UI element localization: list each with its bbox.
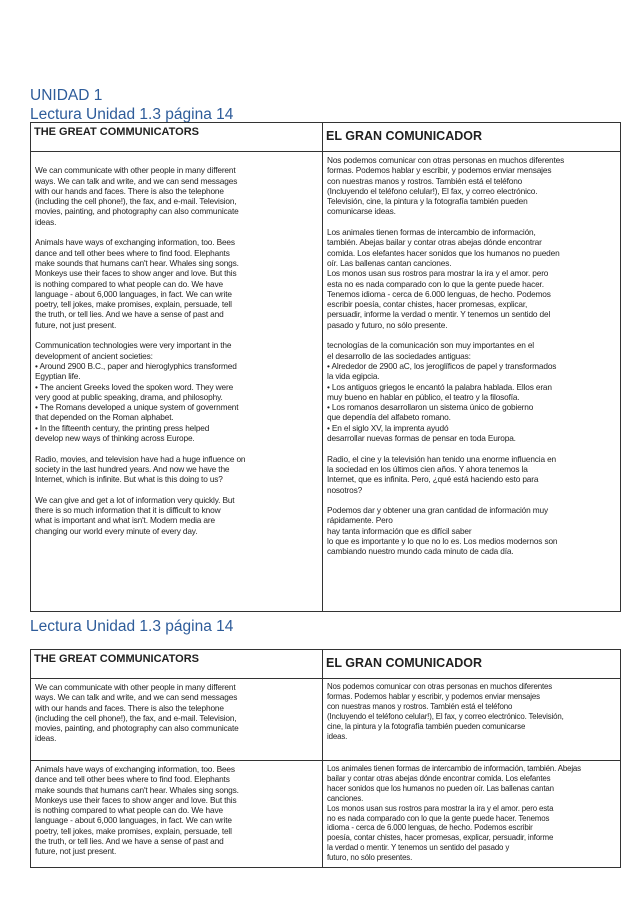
- text-line: future, not just present.: [35, 319, 117, 330]
- spacer: [35, 443, 318, 453]
- text-line: no es nada comparado con lo que la gente puede hacer. Tenemos: [327, 813, 550, 823]
- text-line: persuadir, informe la verdad o mentir. Y tenemos un sentido del: [327, 309, 551, 320]
- text-line: cine, la pintura y la fotografía también pueden comunicarse: [327, 721, 526, 731]
- paragraph: [35, 454, 318, 485]
- text-line: • Los antiguos griegos le encantó la palabra hablada. Ellos eran: [327, 381, 552, 392]
- text-line: cambiando nuestro mundo cada minuto de cada día.: [327, 546, 514, 557]
- paragraph: [35, 237, 318, 330]
- text-line: ways. We can talk and write, and we can send messages: [35, 175, 238, 186]
- text-line: pasado y futuro, no sólo presente.: [327, 319, 448, 330]
- text-line: poesía, contar chistes, hacer promesas, explicar, persuadir, informe: [327, 833, 554, 843]
- english-paragraphs: [35, 155, 318, 536]
- text-line: with our hands and faces. There is also the telephone: [35, 702, 224, 713]
- text-line: ideas.: [35, 733, 57, 744]
- paragraph: [35, 340, 318, 443]
- text-line: hacer sonidos que los humanos no pueden oír. Las ballenas cantan: [327, 783, 554, 793]
- text-line: • The Romans developed a unique system of government: [35, 402, 239, 413]
- text-line: the truth, or tell lies. And we have a sense of past and: [35, 836, 224, 847]
- text-line: (including the cell phone!), the fax, and e-mail. Television,: [35, 712, 237, 723]
- text-line: Monkeys use their faces to show anger and love. But this: [35, 268, 237, 279]
- text-line: la sociedad en los últimos cien años. Y ahora tenemos la: [327, 463, 528, 474]
- text-line: Tenemos idioma - cerca de 6.000 lenguas, de hecho. Podemos: [327, 288, 551, 299]
- text-line: • In the fifteenth century, the printing press helped: [35, 422, 210, 433]
- text-line: (Incluyendo el teléfono celular!), El fax, y correo electrónico.: [327, 185, 538, 196]
- text-line: Monkeys use their faces to show anger and love. But this: [35, 794, 237, 805]
- spacer: [327, 495, 616, 505]
- spacer: [35, 227, 318, 237]
- paragraph: [35, 495, 318, 536]
- text-line: language - about 6,000 languages, in fact. We can write: [35, 288, 232, 299]
- text-line: (Incluyendo el teléfono celular!), El fax, y correo electrónico. Televisión,: [327, 711, 564, 721]
- text-line: We can communicate with other people in many different: [35, 165, 236, 176]
- text-line: Televisión, cine, la pintura y la fotografía también pueden: [327, 196, 528, 207]
- text-line: ideas.: [35, 216, 57, 227]
- text-line: changing our world every minute of every day.: [35, 525, 198, 536]
- spanish-text-cell: [323, 152, 621, 612]
- text-line: lo que es importante y lo que no lo es. Los medios modernos son: [327, 535, 558, 546]
- text-line: formas. Podemos hablar y escribir, y podemos enviar mensajes: [327, 165, 552, 176]
- text-line: Radio, el cine y la televisión han tenido una enorme influencia en: [327, 453, 557, 464]
- text-line: Los monos usan sus rostros para mostrar la ira y el amor. pero: [327, 268, 549, 279]
- english-paragraph: [35, 764, 318, 857]
- column-header-spanish: EL GRAN COMUNICADOR: [323, 123, 621, 152]
- text-line: that depended on the Roman alphabet.: [35, 412, 174, 423]
- text-line: tecnologías de la comunicación son muy importantes en el: [327, 340, 534, 351]
- text-line: the truth, or tell lies. And we have a sense of past and: [35, 309, 224, 320]
- text-line: make sounds that humans can't hear. Whales sing songs.: [35, 257, 239, 268]
- text-line: canciones.: [327, 793, 364, 803]
- text-line: la verdad o mentir. Y tenemos un sentido del pasado y: [327, 843, 510, 853]
- text-line: is nothing compared to what people can do. We have: [35, 805, 223, 816]
- column-header-english: THE GREAT COMMUNICATORS: [31, 123, 323, 152]
- text-line: desarrollar nuevas formas de pensar en toda Europa.: [327, 433, 516, 444]
- text-line: dance and tell other bees where to find food. Elephants: [35, 774, 230, 785]
- text-line: rápidamente. Pero: [327, 515, 393, 526]
- text-line: la vida egipcia.: [327, 371, 380, 382]
- spanish-paragraph: [327, 764, 616, 863]
- spacer: [327, 217, 616, 227]
- unit-title: UNIDAD 1: [30, 87, 103, 104]
- text-line: con nuestras manos y rostros. También está el teléfono: [327, 175, 523, 186]
- text-line: is nothing compared to what people can do. We have: [35, 278, 223, 289]
- text-line: escribir poesía, contar chistes, hacer promesas, explicar,: [327, 299, 528, 310]
- text-line: bailar y contar otras abejas dónde encontrar comida. Los elefantes: [327, 773, 551, 783]
- text-line: Los animales tienen formas de intercambio de información, también. Abejas: [327, 764, 581, 773]
- text-line: nosotros?: [327, 484, 363, 495]
- text-line: Communication technologies were very important in the: [35, 340, 232, 351]
- text-line: what is important and what isn't. Modern media are: [35, 515, 215, 526]
- text-line: • Los romanos desarrollaron un sistema único de gobierno: [327, 402, 534, 413]
- text-line: también. Abejas bailar y contar otras abejas dónde encontrar: [327, 237, 542, 248]
- text-line: futuro, no sólo presentes.: [327, 853, 413, 863]
- text-line: ideas.: [327, 731, 348, 741]
- text-line: ways. We can talk and write, and we can send messages: [35, 692, 238, 703]
- text-line: hay tanta información que es difícil saber: [327, 525, 472, 536]
- text-line: dance and tell other bees where to find food. Elephants: [35, 247, 230, 258]
- text-line: • En el siglo XV, la imprenta ayudó: [327, 422, 449, 433]
- text-line: poetry, tell jokes, make promises, explain, persuade, tell: [35, 299, 232, 310]
- paragraph: [327, 155, 616, 217]
- text-line: make sounds that humans can't hear. Whales sing songs.: [35, 784, 239, 795]
- text-line: develop new ways of thinking across Europe.: [35, 433, 195, 444]
- text-line: idioma - cerca de 6.000 lenguas, de hecho. Podemos escribir: [327, 823, 533, 833]
- text-line: poetry, tell jokes, make promises, explain, persuade, tell: [35, 825, 232, 836]
- translation-table-2: [30, 649, 621, 868]
- spanish-text-cell: [323, 679, 621, 761]
- paragraph: [327, 340, 616, 443]
- paragraph: [327, 454, 616, 495]
- spacer: [327, 443, 616, 453]
- text-line: el desarrollo de las sociedades antiguas:: [327, 350, 471, 361]
- text-line: Egyptian life.: [35, 371, 81, 382]
- spacer: [327, 330, 616, 340]
- section-title: Lectura Unidad 1.3 página 14: [30, 618, 234, 635]
- spacer: [35, 485, 318, 495]
- table-row: [31, 761, 621, 868]
- text-line: Animals have ways of exchanging information, too. Bees: [35, 764, 235, 774]
- paragraph: [327, 227, 616, 330]
- english-text-cell: [31, 679, 323, 761]
- text-line: Los animales tienen formas de intercambio de información,: [327, 227, 536, 238]
- text-line: comunicarse ideas.: [327, 206, 396, 217]
- text-line: there is so much information that it is difficult to know: [35, 505, 221, 516]
- paragraph: [35, 165, 318, 227]
- text-line: muy bueno en hablar en público, el teatro y la filosofía.: [327, 391, 520, 402]
- table-row: [31, 679, 621, 761]
- spanish-text-cell: [323, 761, 621, 868]
- text-line: que dependía del alfabeto romano.: [327, 412, 451, 423]
- text-line: society in the last hundred years. And now we have the: [35, 463, 230, 474]
- translation-table-1: [30, 122, 621, 612]
- english-paragraph: [35, 682, 318, 744]
- text-line: oír. Las ballenas cantan canciones.: [327, 257, 452, 268]
- text-line: comida. Los elefantes hacer sonidos que los humanos no pueden: [327, 247, 560, 258]
- text-line: formas. Podemos hablar y escribir, y podemos enviar mensajes: [327, 691, 540, 701]
- text-line: with our hands and faces. There is also the telephone: [35, 185, 224, 196]
- text-line: development of ancient societies:: [35, 350, 153, 361]
- english-text-cell: [31, 152, 323, 612]
- paragraph: [327, 505, 616, 556]
- text-line: con nuestras manos y rostros. También está el teléfono: [327, 701, 513, 711]
- spacer: [35, 155, 318, 165]
- text-line: Radio, movies, and television have had a huge influence on: [35, 453, 246, 464]
- table-header-row: [31, 123, 621, 152]
- column-header-spanish: EL GRAN COMUNICADOR: [323, 650, 621, 679]
- spacer: [35, 330, 318, 340]
- text-line: (including the cell phone!), the fax, and e-mail. Television,: [35, 196, 237, 207]
- text-line: • Alrededor de 2900 aC, los jeroglíficos de papel y transformados: [327, 360, 557, 371]
- text-line: Internet, que es infinita. Pero, ¿qué está haciendo esto para: [327, 474, 539, 485]
- text-line: very good at public speaking, drama, and philosophy.: [35, 391, 223, 402]
- text-line: • Around 2900 B.C., paper and hieroglyphics transformed: [35, 360, 237, 371]
- text-line: We can give and get a lot of information very quickly. But: [35, 494, 235, 505]
- text-line: Animals have ways of exchanging information, too. Bees: [35, 237, 235, 248]
- spanish-paragraph: [327, 682, 616, 741]
- text-line: Los monos usan sus rostros para mostrar la ira y el amor. pero esta: [327, 803, 554, 813]
- table-row: [31, 152, 621, 612]
- text-line: We can communicate with other people in many different: [35, 682, 236, 692]
- reading-title: Lectura Unidad 1.3 página 14: [30, 106, 234, 123]
- text-line: Internet, which is infinite. But what is this doing to us?: [35, 474, 223, 485]
- english-text-cell: [31, 761, 323, 868]
- text-line: esta no es nada comparado con lo que la gente puede hacer.: [327, 278, 544, 289]
- text-line: language - about 6,000 languages, in fact. We can write: [35, 815, 232, 826]
- text-line: Podemos dar y obtener una gran cantidad de información muy: [327, 505, 548, 516]
- text-line: movies, painting, and photography can also communicate: [35, 206, 239, 217]
- text-line: Nos podemos comunicar con otras personas en muchos diferentes: [327, 682, 553, 691]
- column-header-english: THE GREAT COMMUNICATORS: [31, 650, 323, 679]
- text-line: future, not just present.: [35, 846, 117, 857]
- text-line: Nos podemos comunicar con otras personas en muchos diferentes: [327, 155, 565, 165]
- text-line: • The ancient Greeks loved the spoken word. They were: [35, 381, 234, 392]
- spanish-paragraphs: [327, 155, 616, 557]
- text-line: movies, painting, and photography can also communicate: [35, 723, 239, 734]
- table-header-row: [31, 650, 621, 679]
